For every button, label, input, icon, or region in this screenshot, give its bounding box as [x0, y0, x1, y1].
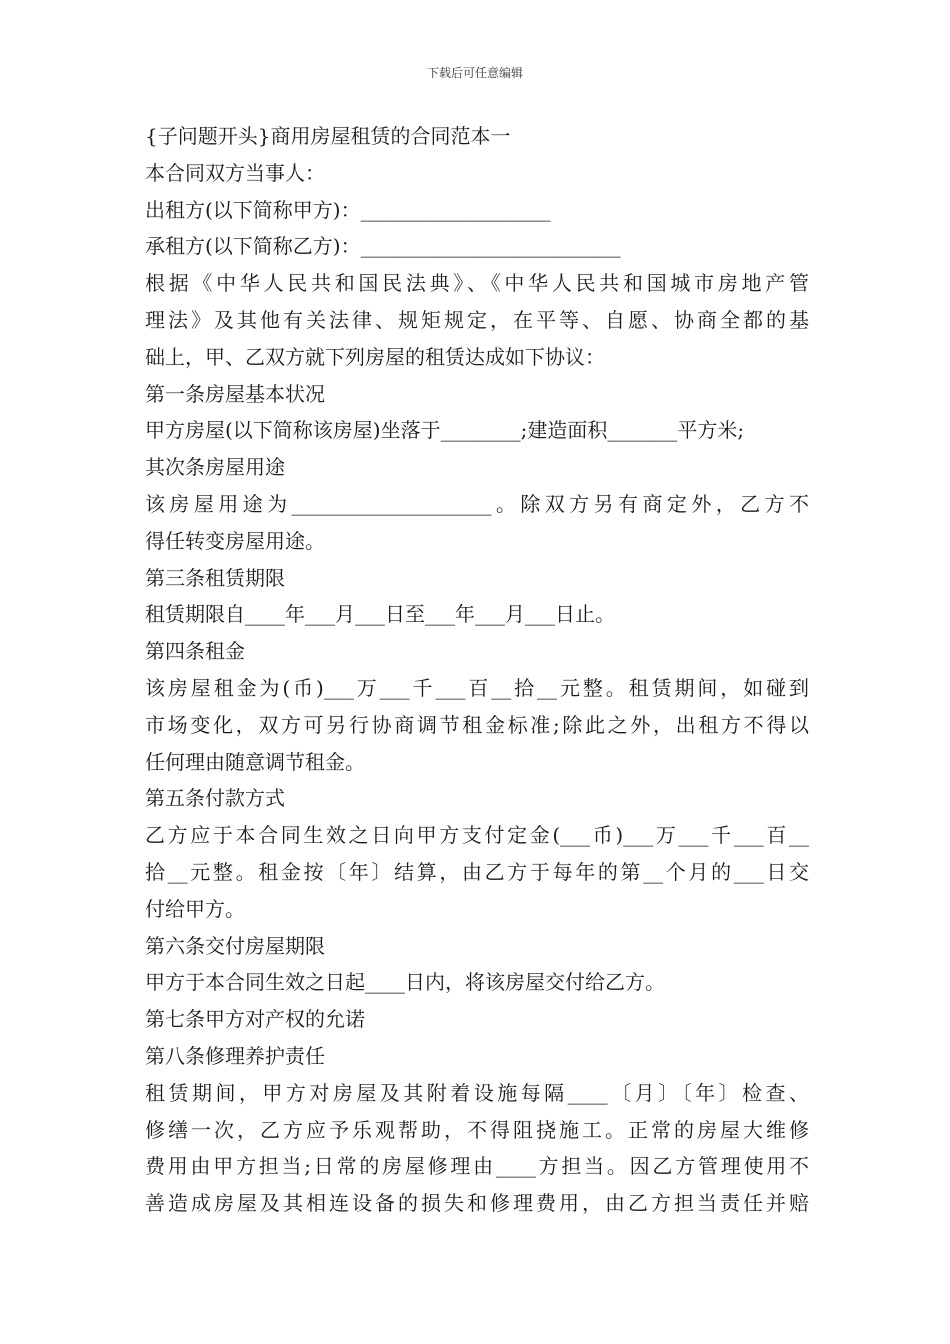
- article-8-text-1: 租赁期间，甲方对房屋及其附着设施每隔____〔月〕〔年〕检查、: [145, 1080, 809, 1105]
- preamble-line-2: 理法》及其他有关法律、规矩规定，在平等、自愿、协商全都的基: [145, 307, 809, 332]
- article-1-heading: 第一条房屋基本状况: [145, 381, 325, 406]
- article-5-text-1: 乙方应于本合同生效之日向甲方支付定金(___币)___万___千___百__: [145, 823, 809, 848]
- lessor-line: 出租方(以下简称甲方)：___________________: [145, 197, 551, 222]
- preamble-line-3: 础上，甲、乙双方就下列房屋的租赁达成如下协议：: [145, 344, 605, 369]
- article-2-text-2: 得任转变房屋用途。: [145, 528, 325, 553]
- article-5-heading: 第五条付款方式: [145, 786, 285, 811]
- article-6-text: 甲方于本合同生效之日起____日内，将该房屋交付给乙方。: [145, 970, 665, 995]
- page-header-note: 下载后可任意编辑: [426, 66, 523, 80]
- document-title: {子问题开头}商用房屋租赁的合同范本一: [145, 124, 511, 148]
- lessee-line: 承租方(以下简称乙方)：__________________________: [145, 234, 621, 259]
- article-3-heading: 第三条租赁期限: [145, 565, 285, 590]
- article-2-heading: 其次条房屋用途: [145, 455, 285, 480]
- article-4-heading: 第四条租金: [145, 639, 245, 664]
- article-4-text-3: 任何理由随意调节租金。: [145, 749, 365, 774]
- article-8-text-4: 善造成房屋及其相连设备的损失和修理费用，由乙方担当责任并赔: [145, 1191, 809, 1216]
- parties-heading: 本合同双方当事人：: [145, 160, 325, 185]
- preamble-line-1: 根据《中华人民共和国民法典》、《中华人民共和国城市房地产管: [145, 271, 809, 296]
- article-4-text-2: 市场变化，双方可另行协商调节租金标准;除此之外，出租方不得以: [145, 712, 809, 737]
- article-6-heading: 第六条交付房屋期限: [145, 933, 325, 958]
- article-8-text-2: 修缮一次，乙方应予乐观帮助，不得阻挠施工。正常的房屋大维修: [145, 1117, 809, 1142]
- article-2-text-1: 该房屋用途为____________________。除双方另有商定外，乙方不: [145, 491, 809, 516]
- article-8-heading: 第八条修理养护责任: [145, 1043, 325, 1068]
- article-3-text: 租赁期限自____年___月___日至___年___月___日止。: [145, 602, 615, 627]
- article-5-text-2: 拾__元整。租金按〔年〕结算，由乙方于每年的第__个月的___日交: [145, 859, 809, 884]
- article-8-text-3: 费用由甲方担当;日常的房屋修理由____方担当。因乙方管理使用不: [145, 1154, 809, 1179]
- article-1-text: 甲方房屋(以下简称该房屋)坐落于________;建造面积_______平方米;: [145, 418, 745, 443]
- article-7-heading: 第七条甲方对产权的允诺: [145, 1007, 365, 1032]
- article-4-text-1: 该房屋租金为(币)___万___千___百__拾__元整。租赁期间，如碰到: [145, 675, 809, 700]
- contract-body: [145, 118, 809, 1222]
- article-5-text-3: 付给甲方。: [145, 896, 245, 921]
